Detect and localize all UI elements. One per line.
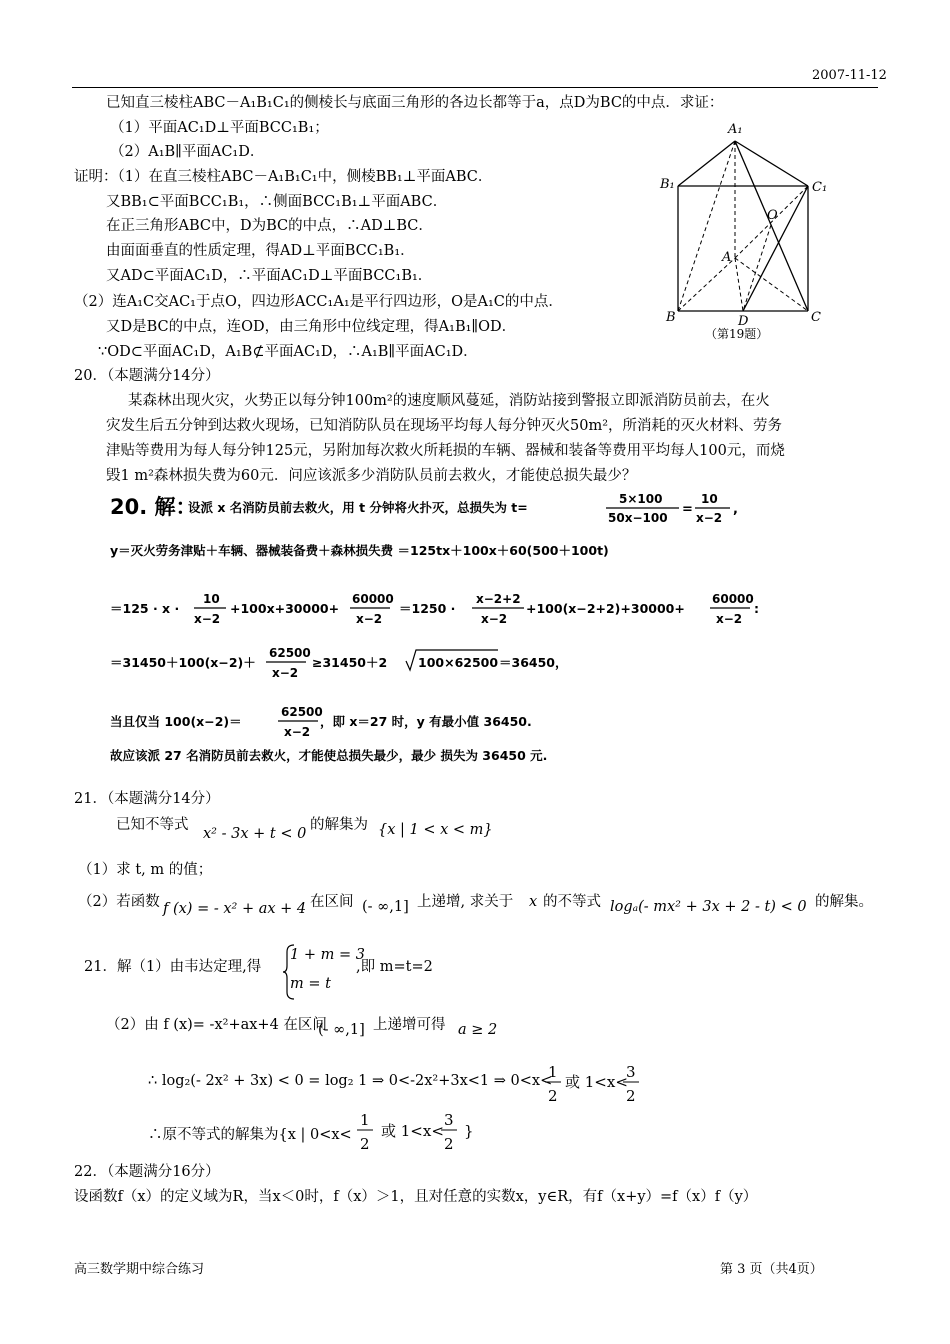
q19-line-3: （2）A₁B∥平面AC₁D． [110,144,265,160]
q20-l3f2-den: x−2 [356,612,383,626]
q19-line-4: 证明：（1）在直三棱柱ABC－A₁B₁C₁中，侧棱BB₁⊥平面ABC． [74,169,493,185]
q19-line-8: 又AD⊂平面AC₁D，∴平面AC₁D⊥平面BCC₁B₁． [106,268,433,284]
q19-line-7: 由面面垂直的性质定理，得AD⊥平面BCC₁B₁． [106,243,415,259]
label-b: B [666,310,676,325]
q21-s3b: 或 1<x< [565,1073,628,1091]
edge-od [743,225,771,311]
q20-line5-a: 当且仅当 100(x−2)＝ [110,714,242,729]
edge-a1c1 [735,141,808,186]
q21-p3g: 的不等式 [543,894,601,910]
q20-f2-num: 10 [701,492,718,506]
label-c1: C₁ [812,180,828,195]
q20-solution [106,484,786,774]
q19-line-1: 已知直三棱柱ABC－A₁B₁C₁的侧棱长与底面三角形的各边长都等于a，点D为BC的中点．求证： [106,95,724,111]
q21-s4f1-den: 2 [360,1135,370,1153]
edge-a1c [735,141,808,311]
q20-problem-4: 毁1 m²森林损失费为60元．问应该派多少消防队员前去救火，才能使总损失最少？ [106,468,637,484]
q20-solution-line1: 设派 x 名消防员前去救火，用 t 分钟将火扑灭，总损失为 t= [188,500,528,515]
q20-problem-2: 灾发生后五分钟到达救火现场，已知消防队员在现场平均每人每分钟灭火50m²，所消耗的灭火材料、劳务 [106,418,783,434]
q20-l5f-den: x−2 [284,725,311,739]
q21-p1b: x² - 3x + t < 0 [203,826,307,842]
q20-l3-tail: : [754,601,759,616]
edge-a1b [678,141,735,311]
q19-line-5: 又BB₁⊂平面BCC₁B₁，∴侧面BCC₁B₁⊥平面ABC． [106,194,448,210]
q21-p3e: 上递增, 求关于 [417,894,514,910]
q22-heading: 22．（本题满分16分） [74,1164,220,1180]
header-rule [72,87,878,88]
q21-p1c: 的解集为 [310,817,368,833]
q21-s3f1-den: 2 [548,1087,558,1105]
q21-s1c: m = t [290,976,331,992]
q20-line4-b: ≥31450＋2 [312,655,388,670]
q20-solution-title: 20. 解： [110,495,197,519]
q20-problem-1: 某森林出现火灾，火势正以每分钟100m²的速度顺风蔓延，消防站接到警报立即派消防员前去，在火 [128,393,770,409]
q20-l3f1-den: x−2 [194,612,221,626]
label-a1: A₁ [728,122,743,137]
edge-a1b1 [678,141,735,186]
prism-figure [655,115,840,345]
q21-s3a: ∴ log₂(- 2x² + 3x) < 0 = log₂ 1 ⇒ 0<-2x²+3x<1 ⇒ 0<x< [148,1073,553,1089]
q20-line3-b: +100x+30000+ [230,601,340,616]
q20-l3f3-den: x−2 [481,612,508,626]
q19-line-10: 又D是BC的中点，连OD，由三角形中位线定理，得A₁B₁∥OD． [106,319,517,335]
q21-p3f: x [529,894,538,910]
q21-s3f2-den: 2 [626,1087,636,1105]
q21-s4-fractions [350,1108,480,1156]
q21-s3-fractions [540,1060,650,1108]
q21-s4f2-num: 3 [444,1111,454,1129]
q20-l3f4-num: 60000 [712,592,754,606]
q20-l4f-num: 62500 [269,646,311,660]
q20-line3-c: ＝1250 · [399,601,456,616]
q20-line3-d: +100(x−2+2)+30000+ [526,601,685,616]
q20-f1-den: 50x−100 [608,511,668,525]
q21-s2c: 上递增可得 [373,1017,446,1033]
q21-p3h: logₐ(- mx² + 3x + 2 - t) < 0 [610,899,807,915]
q19-line-6: 在正三角形ABC中，D为BC的中点，∴AD⊥BC． [106,218,433,234]
edge-c1d [743,186,808,311]
header-date: 2007-11-12 [812,68,887,83]
label-b1: B₁ [660,177,675,192]
edge-ab [678,258,735,311]
q21-heading: 21．（本题满分14分） [74,791,220,807]
q20-comma: , [733,502,738,517]
q21-p3a: （2）若函数 [78,894,160,910]
q19-line-2: （1）平面AC₁D⊥平面BCC₁B₁； [110,120,329,136]
q21-s4f1-num: 1 [360,1111,370,1129]
q21-s1b: 1 + m = 3 [290,947,365,963]
label-o: O [767,208,778,223]
label-a: A [722,250,732,265]
q20-line5-b: ，即 x＝27 时，y 有最小值 36450. [320,714,532,729]
edge-ad [735,258,743,311]
q20-line6: 故应该派 27 名消防员前去救火，才能使总损失最少，最少 损失为 36450 元. [110,748,548,763]
q21-p3c: 在区间 [310,894,354,910]
label-d: D [738,314,749,329]
footer-left: 高三数学期中综合练习 [74,1262,205,1277]
q20-solution-line2: y＝灭火劳务津贴＋车辆、器械装备费＋森林损失费 ＝125tx＋100x＋60(500＋100t) [110,543,609,558]
footer-right: 第 3 页（共4页） [720,1262,823,1277]
q20-l4f-den: x−2 [272,666,299,680]
q21-p2: （1）求 t, m 的值； [78,862,213,878]
q20-f2-den: x−2 [696,511,723,525]
q21-p3d: (- ∞,1] [362,899,409,915]
q21-p1a: 已知不等式 [116,817,189,833]
q21-s4c: } [464,1122,474,1140]
q21-s4f2-den: 2 [444,1135,454,1153]
q21-s1d: ,即 m=t=2 [356,959,433,975]
q21-p3i: 的解集。 [815,894,873,910]
q20-line3-a: ＝125 · x · [110,601,180,616]
q20-eq-sign: = [682,502,693,517]
q21-s3f2-num: 3 [626,1063,636,1081]
q21-s1a: 21．解（1）由韦达定理,得 [84,959,262,975]
q22-p1: 设函数f（x）的定义域为R，当x＜0时，f（x）＞1，且对任意的实数x，y∈R，有f（x+y）=f（x）f（y） [74,1189,758,1205]
q21-s4a: ∴原不等式的解集为{x | 0<x< [148,1127,352,1143]
q20-l3f1-num: 10 [203,592,220,606]
q20-l3f2-num: 60000 [352,592,394,606]
q20-line4-c: 100×62500 [418,655,499,670]
q21-p1d: {x | 1 < x < m} [378,822,493,838]
q20-l5f-num: 62500 [281,705,323,719]
q20-line4-d: ＝36450， [499,655,568,670]
label-c: C [811,310,821,325]
q19-line-11: ∵OD⊂平面AC₁D，A₁B⊄平面AC₁D，∴A₁B∥平面AC₁D． [98,344,478,360]
q21-s3f1-num: 1 [548,1063,558,1081]
q21-s2d: a ≥ 2 [458,1022,498,1038]
q20-f1-num: 5×100 [619,492,663,506]
q20-line4-a: ＝31450＋100(x−2)＋ [110,655,256,670]
q19-line-9: （2）连A₁C交AC₁于点O，四边形ACC₁A₁是平行四边形，O是A₁C的中点． [74,294,563,310]
q20-l3f4-den: x−2 [716,612,743,626]
figure-caption: （第19题） [705,327,769,341]
q21-s2b: (- ∞,1] [318,1022,365,1038]
q20-problem-3: 津贴等费用为每人每分钟125元，另附加每次救火所耗损的车辆、器械和装备等费用平均每人100元，而烧 [106,443,785,459]
q21-s2a: （2）由 f (x)= -x²+ax+4 在区间 [106,1017,327,1033]
q21-s4b: 或 1<x< [381,1122,444,1140]
q20-l3f3-num: x−2+2 [476,592,521,606]
q20-heading: 20．（本题满分14分） [74,368,220,384]
q21-p3b: f (x) = - x² + ax + 4 [163,901,307,917]
